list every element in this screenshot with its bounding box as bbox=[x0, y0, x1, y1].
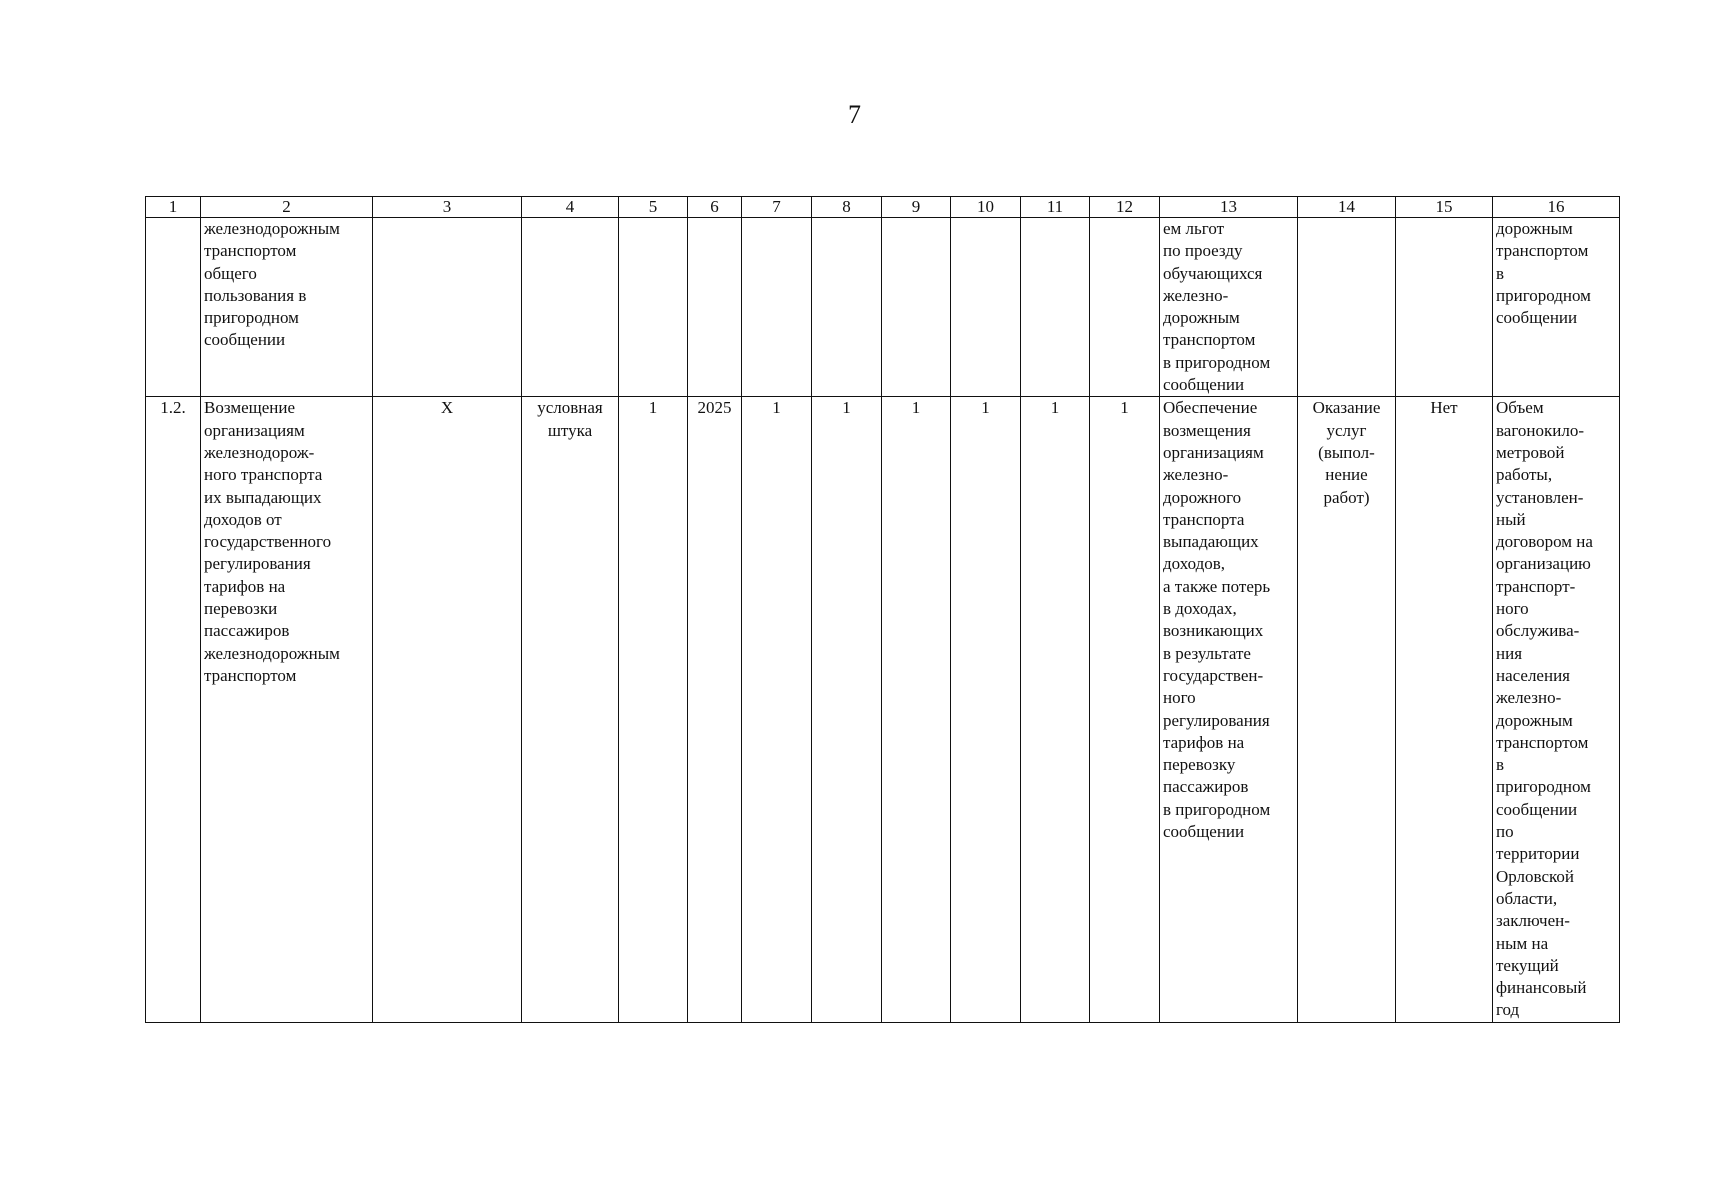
table-cell: Возмещение организациям железнодорож- ного транспорта их выпадающих доходов от государственного регулирования тарифов на перевозки пассажиров железнодорожным транспортом bbox=[201, 397, 373, 1022]
table-cell: 1 bbox=[882, 397, 951, 1022]
table-cell: условная штука bbox=[522, 397, 619, 1022]
table-cell bbox=[619, 218, 688, 397]
column-header: 8 bbox=[812, 197, 882, 218]
table-cell: 1 bbox=[1021, 397, 1090, 1022]
table-cell: 1 bbox=[742, 397, 812, 1022]
column-header: 12 bbox=[1090, 197, 1160, 218]
table-cell bbox=[688, 218, 742, 397]
table-cell: Оказание услуг (выпол- нение работ) bbox=[1298, 397, 1396, 1022]
table-cell: железнодорожным транспортом общего пользования в пригородном сообщении bbox=[201, 218, 373, 397]
table-cell: Объем вагонокило- метровой работы, установлен- ный договором на организацию транспорт- ного обслужива- ния населения железно- дорожным транспортом в пригородном сообщении по территории Орловской области, заключен- ным на текущий финансовый год bbox=[1493, 397, 1620, 1022]
table-cell bbox=[882, 218, 951, 397]
column-header: 16 bbox=[1493, 197, 1620, 218]
column-header: 10 bbox=[951, 197, 1021, 218]
page-number: 7 bbox=[848, 100, 861, 129]
table-cell bbox=[951, 218, 1021, 397]
row-number-cell: 1.2. bbox=[146, 397, 201, 1022]
data-table bbox=[145, 196, 1620, 1023]
header-row bbox=[146, 197, 1620, 218]
column-header: 14 bbox=[1298, 197, 1396, 218]
table-row-continuation bbox=[146, 218, 1620, 397]
table-cell: 1 bbox=[1090, 397, 1160, 1022]
column-header: 13 bbox=[1160, 197, 1298, 218]
table-cell: 1 bbox=[619, 397, 688, 1022]
table-cell bbox=[1021, 218, 1090, 397]
table-cell bbox=[373, 218, 522, 397]
column-header: 2 bbox=[201, 197, 373, 218]
table-row-1-2 bbox=[146, 397, 1620, 1022]
column-header: 4 bbox=[522, 197, 619, 218]
column-header: 7 bbox=[742, 197, 812, 218]
table-cell bbox=[1396, 218, 1493, 397]
column-header: 9 bbox=[882, 197, 951, 218]
column-header: 1 bbox=[146, 197, 201, 218]
column-header: 15 bbox=[1396, 197, 1493, 218]
table-cell: X bbox=[373, 397, 522, 1022]
column-header: 6 bbox=[688, 197, 742, 218]
table-cell bbox=[522, 218, 619, 397]
table-cell bbox=[742, 218, 812, 397]
table-cell: 1 bbox=[951, 397, 1021, 1022]
table-cell: 2025 bbox=[688, 397, 742, 1022]
table-cell bbox=[1090, 218, 1160, 397]
table-cell: Нет bbox=[1396, 397, 1493, 1022]
table-cell bbox=[812, 218, 882, 397]
table-cell bbox=[146, 218, 201, 397]
table-cell: Обеспечение возмещения организациям железно- дорожного транспорта выпадающих доходов, а также потерь в доходах, возникающих в результате государствен- ного регулирования тарифов на перевозку пассажиров в пригородном сообщении bbox=[1160, 397, 1298, 1022]
table-cell: дорожным транспортом в пригородном сообщении bbox=[1493, 218, 1620, 397]
table-cell: 1 bbox=[812, 397, 882, 1022]
table-cell: ем льгот по проезду обучающихся железно- дорожным транспортом в пригородном сообщении bbox=[1160, 218, 1298, 397]
table-cell bbox=[1298, 218, 1396, 397]
column-header: 11 bbox=[1021, 197, 1090, 218]
column-header: 3 bbox=[373, 197, 522, 218]
column-header: 5 bbox=[619, 197, 688, 218]
